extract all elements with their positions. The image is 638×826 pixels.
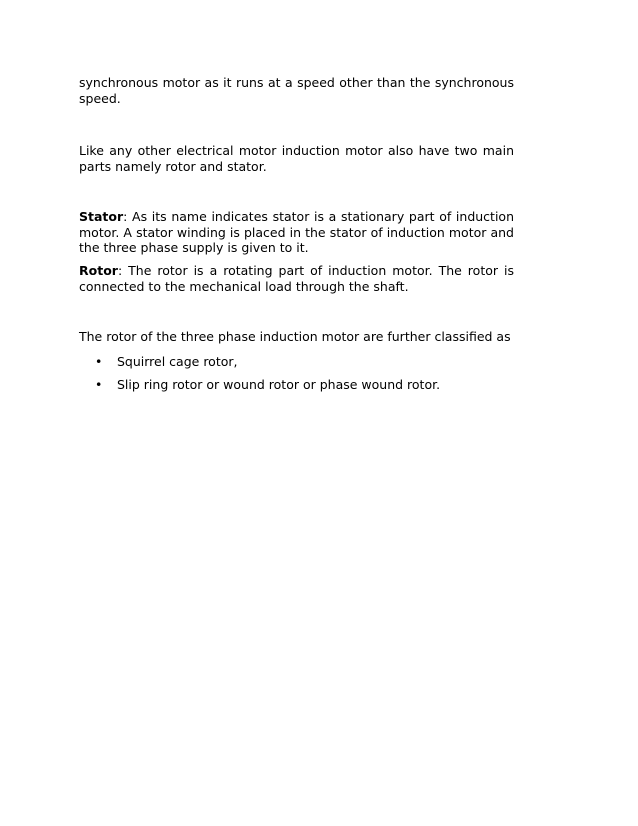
paragraph-main-parts: Like any other electrical motor induction motor also have two main parts namely rotor and stator. [79, 143, 514, 174]
paragraph-synchronous-speed: synchronous motor as it runs at a speed other than the synchronous speed. [79, 75, 514, 106]
paragraph-rotor [79, 263, 514, 294]
list-item-text: Slip ring rotor or wound rotor or phase wound rotor. [117, 376, 441, 392]
paragraph-rotor-classification: The rotor of the three phase induction motor are further classified as [79, 329, 511, 344]
paragraph-stator [79, 209, 514, 256]
bullet-icon: • [95, 354, 103, 369]
stator-description: : As its name indicates stator is a stationary part of induction motor. A stator winding is placed in the stator of induction motor and the three phase supply is given to it. [79, 209, 514, 255]
list-item [79, 377, 519, 393]
rotor-types-list [79, 354, 519, 399]
list-item-text: Squirrel cage rotor, [117, 354, 238, 369]
stator-term: Stator [79, 209, 124, 224]
list-item [79, 354, 519, 370]
rotor-term: Rotor [79, 263, 118, 278]
bullet-icon: • [95, 376, 103, 392]
rotor-description: : The rotor is a rotating part of induction motor. The rotor is connected to the mechanical load through the shaft. [79, 263, 514, 294]
